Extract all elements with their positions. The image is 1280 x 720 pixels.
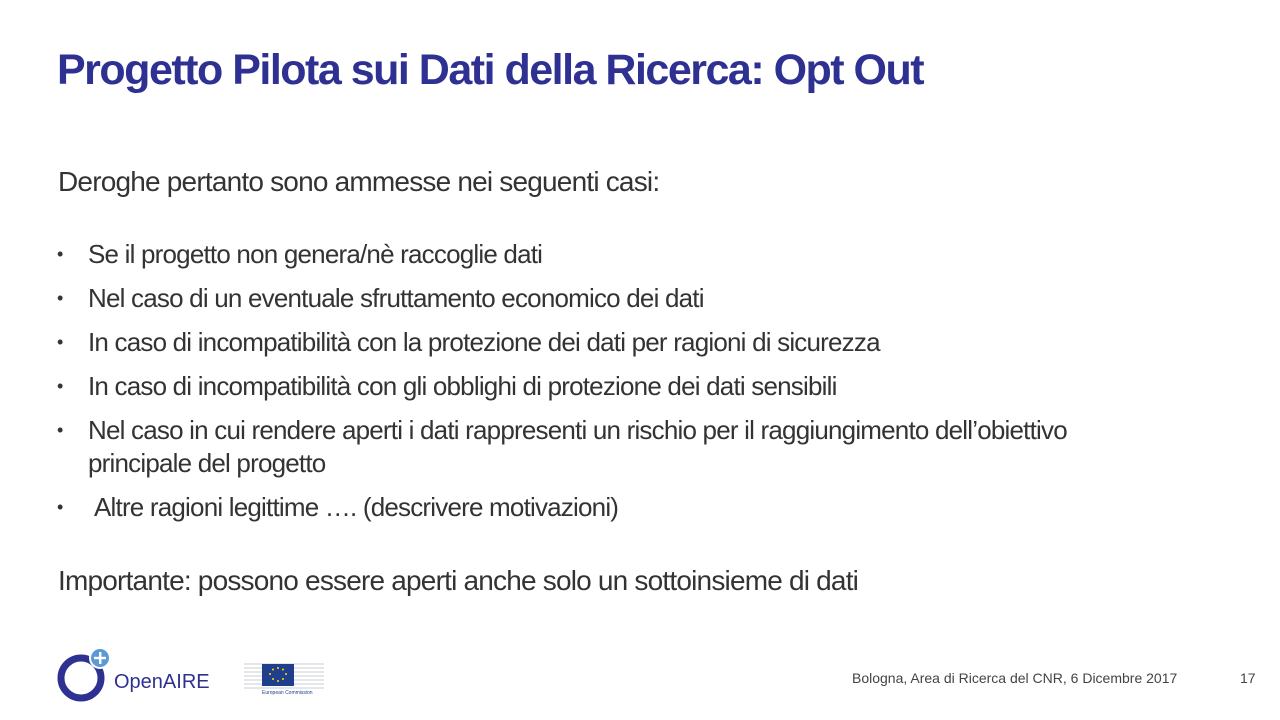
- bullet-dot: •: [57, 332, 63, 352]
- eu-logo-graphic: [240, 660, 326, 706]
- bullet-text: Altre ragioni legittime …. (descrivere motivazioni): [94, 492, 619, 522]
- important-note: Importante: possono essere aperti anche solo un sottoinsieme di dati: [58, 565, 859, 596]
- bullet-list: [57, 238, 1177, 535]
- bullet-text: In caso di incompatibilità con gli obblighi di protezione dei dati sensibili: [88, 371, 837, 401]
- bullet-dot: •: [57, 376, 63, 396]
- openaire-logo: [56, 646, 226, 706]
- bullet-item: [57, 414, 1177, 480]
- eu-logo-caption: European Commission: [262, 690, 313, 696]
- page-number: 17: [1240, 670, 1256, 686]
- european-commission-logo: [240, 660, 326, 706]
- bullet-text: In caso di incompatibilità con la protezione dei dati per ragioni di sicurezza: [88, 327, 880, 357]
- bullet-text: Nel caso in cui rendere aperti i dati rappresenti un rischio per il raggiungimento dell’obiettivo principale del progetto: [88, 415, 1067, 478]
- bullet-dot: •: [57, 288, 63, 308]
- openaire-logo-graphic: [56, 646, 226, 706]
- openaire-wordmark: OpenAIRE: [114, 671, 210, 693]
- bullet-item: [57, 282, 1177, 315]
- bullet-dot: •: [57, 420, 63, 440]
- bullet-item: [57, 370, 1177, 403]
- bullet-item: [57, 326, 1177, 359]
- bullet-dot: •: [57, 497, 63, 517]
- bullet-text: Nel caso di un eventuale sfruttamento economico dei dati: [88, 283, 704, 313]
- bullet-text: Se il progetto non genera/nè raccoglie dati: [88, 239, 543, 269]
- footer-text: Bologna, Area di Ricerca del CNR, 6 Dicembre 2017: [852, 670, 1178, 686]
- slide-title: Progetto Pilota sui Dati della Ricerca: Opt Out: [57, 46, 924, 94]
- bullet-item: [57, 491, 1177, 524]
- bullet-dot: •: [57, 244, 63, 264]
- bullet-item: [57, 238, 1177, 271]
- intro-text: Deroghe pertanto sono ammesse nei seguenti casi:: [58, 166, 660, 197]
